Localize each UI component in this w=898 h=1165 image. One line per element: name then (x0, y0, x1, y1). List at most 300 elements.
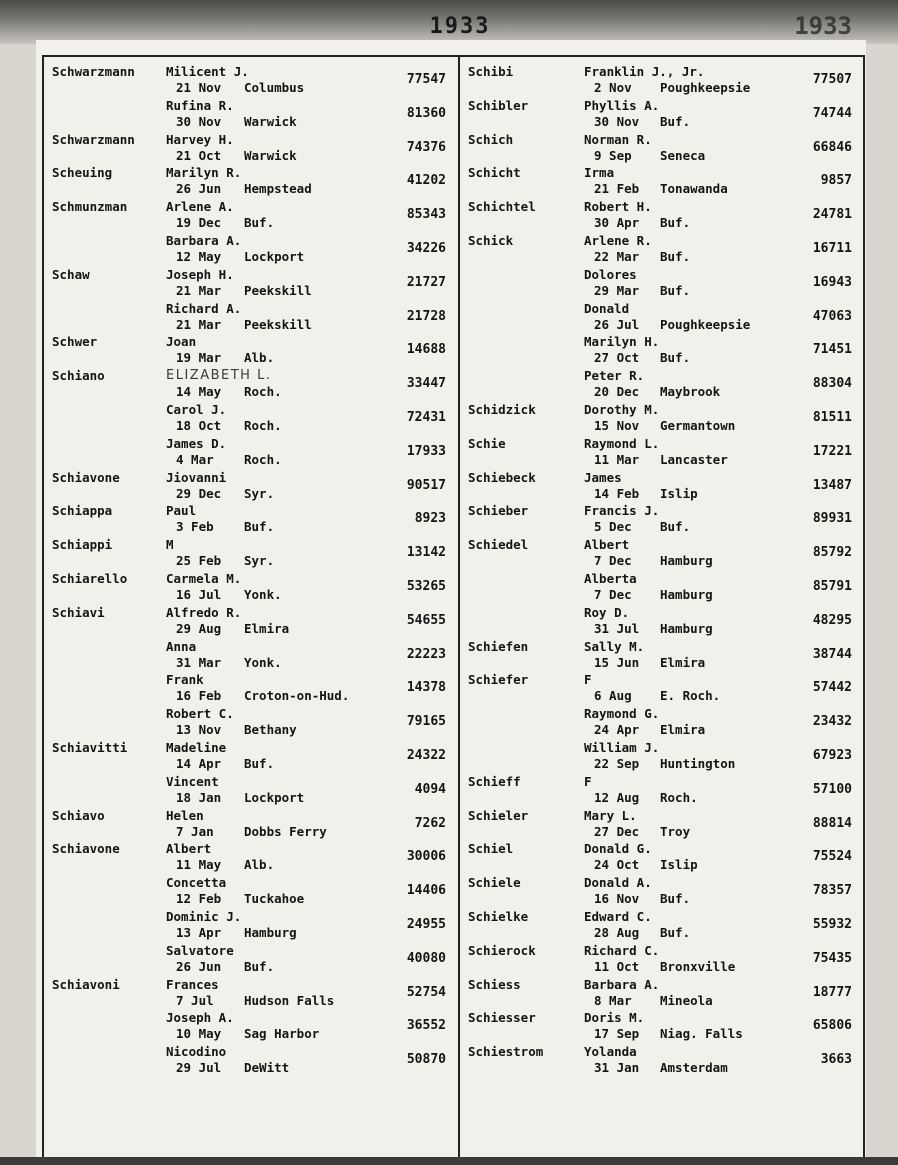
birth-date-text: 25 Feb (176, 553, 222, 569)
index-entry (464, 1042, 858, 1076)
surname-text: Schibler (468, 97, 529, 113)
given-name-text: Madeline (166, 739, 227, 755)
certificate-number: 14406 (406, 883, 446, 899)
given-name-text: Rufina R. (166, 97, 234, 113)
index-entry (48, 366, 452, 400)
index-entry (464, 400, 858, 434)
index-entry (464, 569, 858, 603)
certificate-number: 81511 (812, 409, 852, 425)
index-entry (464, 1008, 858, 1042)
birth-place-text: Roch. (244, 451, 282, 467)
given-name-text: Jiovanni (166, 469, 227, 485)
index-entry (48, 535, 452, 569)
birth-date-text: 13 Nov (176, 722, 222, 738)
certificate-number: 22223 (406, 646, 446, 662)
given-name-text: Milicent J. (166, 64, 249, 79)
birth-date-text: 21 Feb (594, 181, 640, 197)
certificate-number: 18777 (812, 984, 852, 1000)
birth-place-text: Yonk. (244, 586, 282, 602)
birth-date-text: 7 Jan (176, 823, 214, 839)
birth-date-text: 14 Feb (594, 485, 640, 501)
birth-date-text: 14 Apr (176, 755, 222, 771)
given-name-text: Robert H. (584, 199, 652, 215)
certificate-number: 74376 (406, 139, 446, 155)
certificate-number: 81360 (406, 105, 446, 121)
index-entry (48, 332, 452, 366)
birth-date-text: 21 Nov (176, 80, 222, 95)
birth-date-text: 27 Oct (594, 350, 640, 366)
birth-date-text: 11 Oct (594, 958, 640, 974)
index-entry (464, 332, 858, 366)
birth-date-text: 11 Mar (594, 451, 640, 467)
given-name-text: Carmela M. (166, 570, 242, 586)
given-name-text: Yolanda (584, 1044, 637, 1060)
birth-date-text: 29 Dec (176, 485, 222, 501)
certificate-number: 75524 (812, 849, 852, 865)
birth-date-text: 29 Jul (176, 1060, 222, 1076)
birth-place-text: Buf. (244, 958, 275, 974)
birth-place-text: Hamburg (660, 553, 713, 569)
index-entry (48, 603, 452, 637)
birth-date-text: 29 Aug (176, 620, 222, 636)
certificate-number: 74744 (812, 105, 852, 121)
given-name-text: Sally M. (584, 638, 645, 654)
certificate-number: 21727 (406, 274, 446, 290)
certificate-number: 38744 (812, 646, 852, 662)
birth-date-text: 10 May (176, 1026, 222, 1042)
certificate-number: 57100 (812, 781, 852, 797)
certificate-number: 90517 (406, 477, 446, 493)
birth-date-text: 4 Mar (176, 451, 214, 467)
index-entry (48, 96, 452, 130)
certificate-number: 53265 (406, 578, 446, 594)
index-entry (48, 434, 452, 468)
birth-date-text: 12 Feb (176, 891, 222, 907)
surname-text: Schiestrom (468, 1044, 544, 1060)
birth-place-text: Buf. (660, 924, 691, 940)
birth-date-text: 26 Jun (176, 181, 222, 197)
certificate-number: 21728 (406, 308, 446, 324)
certificate-number: 9857 (820, 173, 852, 189)
index-entry (48, 299, 452, 333)
birth-place-text: Yonk. (244, 654, 282, 670)
surname-text: Schiel (468, 841, 514, 857)
index-entry (464, 603, 858, 637)
index-entry (464, 130, 858, 164)
certificate-number: 79165 (406, 714, 446, 730)
surname-text: Schick (468, 232, 514, 248)
surname-text: Schiess (468, 976, 521, 992)
given-name-text: Edward C. (584, 908, 652, 924)
given-name-text: Donald (584, 300, 630, 316)
index-entry (464, 163, 858, 197)
index-entry (48, 501, 452, 535)
index-entry (48, 163, 452, 197)
birth-date-text: 22 Sep (594, 755, 640, 771)
given-name-text: Raymond G. (584, 706, 660, 722)
index-entry (464, 873, 858, 907)
certificate-number: 77507 (812, 72, 852, 87)
surname-text: Schwarzmann (52, 131, 135, 147)
birth-date-text: 30 Nov (176, 113, 222, 129)
certificate-number: 85791 (812, 578, 852, 594)
birth-place-text: Lockport (244, 248, 305, 264)
given-name-text: Donald A. (584, 875, 652, 891)
birth-place-text: Lockport (244, 789, 305, 805)
birth-place-text: Buf. (660, 282, 691, 298)
birth-place-text: Hempstead (244, 181, 312, 197)
birth-place-text: Huntington (660, 755, 736, 771)
birth-place-text: Syr. (244, 553, 275, 569)
index-entry (48, 62, 452, 96)
surname-text: Schieler (468, 807, 529, 823)
given-name-text: Peter R. (584, 368, 645, 384)
given-name-text: Concetta (166, 875, 227, 891)
index-entry (48, 1042, 452, 1076)
surname-text: Schiavone (52, 841, 120, 857)
birth-place-text: Buf. (244, 755, 275, 771)
birth-date-text: 21 Mar (176, 282, 222, 298)
surname-text: Schiesser (468, 1010, 536, 1026)
birth-date-text: 17 Sep (594, 1026, 640, 1042)
birth-date-text: 24 Apr (594, 722, 640, 738)
surname-text: Schibi (468, 64, 514, 79)
given-name-text: Dominic J. (166, 908, 242, 924)
birth-place-text: Lancaster (660, 451, 728, 467)
given-name-text: Albert (166, 841, 212, 857)
certificate-number: 17221 (812, 443, 852, 459)
given-name-text: Joseph H. (166, 266, 234, 282)
surname-text: Schiavoni (52, 976, 120, 992)
surname-text: Schwer (52, 334, 98, 350)
birth-date-text: 2 Nov (594, 80, 632, 95)
birth-date-text: 3 Feb (176, 519, 214, 535)
given-name-text: F (584, 773, 592, 789)
birth-date-text: 21 Mar (176, 316, 222, 332)
birth-date-text: 8 Mar (594, 992, 632, 1008)
certificate-number: 24781 (812, 207, 852, 223)
given-name-text: Doris M. (584, 1010, 645, 1026)
surname-text: Schiarello (52, 570, 128, 586)
certificate-number: 33447 (406, 376, 446, 392)
birth-place-text: Dobbs Ferry (244, 823, 327, 839)
surname-text: Schiappi (52, 537, 113, 553)
index-entry (48, 569, 452, 603)
birth-date-text: 24 Oct (594, 857, 640, 873)
certificate-number: 88814 (812, 815, 852, 831)
index-entry (464, 265, 858, 299)
certificate-number: 48295 (812, 612, 852, 628)
index-entry (48, 941, 452, 975)
birth-place-text: Buf. (244, 215, 275, 231)
birth-place-text: Roch. (244, 417, 282, 433)
certificate-number: 57442 (812, 680, 852, 696)
surname-text: Schielke (468, 908, 529, 924)
given-name-text: Robert C. (166, 706, 234, 722)
birth-place-text: Buf. (660, 215, 691, 231)
given-name-text: Mary L. (584, 807, 637, 823)
certificate-number: 34226 (406, 240, 446, 256)
certificate-number: 24955 (406, 916, 446, 932)
surname-text: Schiele (468, 875, 521, 891)
birth-date-text: 7 Jul (176, 992, 214, 1008)
given-name-text: Arlene A. (166, 199, 234, 215)
surname-text: Schiavi (52, 604, 105, 620)
given-name-text: Albert (584, 537, 630, 553)
index-entry (464, 535, 858, 569)
given-name-text: Harvey H. (166, 131, 234, 147)
certificate-number: 24322 (406, 747, 446, 763)
birth-date-text: 7 Dec (594, 553, 632, 569)
index-entry (48, 907, 452, 941)
birth-date-text: 12 May (176, 248, 222, 264)
index-entry (464, 670, 858, 704)
given-name-text: Marilyn R. (166, 165, 242, 181)
given-name-text: Phyllis A. (584, 97, 660, 113)
index-entry (48, 975, 452, 1009)
index-entry (48, 130, 452, 164)
birth-place-text: Syr. (244, 485, 275, 501)
given-name-text: Dorothy M. (584, 401, 660, 417)
birth-date-text: 16 Jul (176, 586, 222, 602)
surname-text: Schicht (468, 165, 521, 181)
page-year-corner: 1933 (794, 12, 852, 40)
index-entry (464, 366, 858, 400)
certificate-number: 13142 (406, 545, 446, 561)
birth-place-text: Buf. (244, 519, 275, 535)
birth-place-text: Warwick (244, 147, 297, 163)
given-name-text: Alberta (584, 570, 637, 586)
index-entry (48, 704, 452, 738)
frame-top-rule (42, 55, 864, 57)
birth-date-text: 20 Dec (594, 384, 640, 400)
index-entry (48, 197, 452, 231)
index-entry (48, 231, 452, 265)
birth-date-text: 31 Jan (594, 1060, 640, 1076)
given-name-text: Raymond L. (584, 435, 660, 451)
certificate-number: 23432 (812, 714, 852, 730)
birth-place-text: Buf. (660, 248, 691, 264)
index-entry (464, 738, 858, 772)
given-name-text: Francis J. (584, 503, 660, 519)
birth-place-text: Sag Harbor (244, 1026, 320, 1042)
certificate-number: 16943 (812, 274, 852, 290)
certificate-number: 52754 (406, 984, 446, 1000)
birth-date-text: 5 Dec (594, 519, 632, 535)
index-entry (48, 400, 452, 434)
index-entry (48, 772, 452, 806)
index-entry (464, 197, 858, 231)
birth-place-text: Columbus (244, 80, 305, 95)
given-name-text: M (166, 537, 174, 553)
birth-place-text: Elmira (660, 654, 706, 670)
birth-date-text: 18 Jan (176, 789, 222, 805)
birth-place-text: Warwick (244, 113, 297, 129)
surname-text: Schiefer (468, 672, 529, 688)
surname-text: Schiedel (468, 537, 529, 553)
certificate-number: 78357 (812, 883, 852, 899)
certificate-number: 85792 (812, 545, 852, 561)
certificate-number: 71451 (812, 342, 852, 358)
birth-place-text: Buf. (660, 350, 691, 366)
given-name-text: Joseph A. (166, 1010, 234, 1026)
certificate-number: 50870 (406, 1052, 446, 1068)
birth-date-text: 19 Mar (176, 350, 222, 366)
birth-place-text: Hamburg (244, 924, 297, 940)
birth-date-text: 26 Jun (176, 958, 222, 974)
index-entry (48, 806, 452, 840)
given-name-text: Frances (166, 976, 219, 992)
certificate-number: 54655 (406, 612, 446, 628)
birth-place-text: Islip (660, 485, 698, 501)
index-entry (464, 975, 858, 1009)
birth-date-text: 31 Jul (594, 620, 640, 636)
index-entry (48, 468, 452, 502)
birth-place-text: Hamburg (660, 620, 713, 636)
index-entry (48, 265, 452, 299)
given-name-text: Nicodino (166, 1044, 227, 1060)
index-entry (48, 873, 452, 907)
index-entry (48, 670, 452, 704)
birth-date-text: 15 Nov (594, 417, 640, 433)
given-name-text: Barbara A. (584, 976, 660, 992)
birth-place-text: Elmira (660, 722, 706, 738)
given-name-text: Norman R. (584, 131, 652, 147)
given-name-text: Franklin J., Jr. (584, 64, 705, 79)
birth-date-text: 29 Mar (594, 282, 640, 298)
given-name-text: Richard A. (166, 300, 242, 316)
birth-place-text: Tonawanda (660, 181, 728, 197)
given-name-text: Anna (166, 638, 197, 654)
birth-date-text: 22 Mar (594, 248, 640, 264)
given-name-text: Salvatore (166, 942, 234, 958)
birth-place-text: Alb. (244, 350, 275, 366)
surname-text: Schiappa (52, 503, 113, 519)
birth-place-text: Elmira (244, 620, 290, 636)
given-name-text: Richard C. (584, 942, 660, 958)
given-name-text: Dolores (584, 266, 637, 282)
birth-place-text: Bethany (244, 722, 297, 738)
given-name-text: James D. (166, 435, 227, 451)
given-name-text: Barbara A. (166, 232, 242, 248)
birth-place-text: DeWitt (244, 1060, 290, 1076)
birth-date-text: 21 Oct (176, 147, 222, 163)
right-column (464, 62, 858, 1076)
given-name-text: Paul (166, 503, 197, 519)
given-name-text: Marilyn H. (584, 334, 660, 350)
birth-date-text: 30 Apr (594, 215, 640, 231)
certificate-number: 47063 (812, 308, 852, 324)
birth-date-text: 26 Jul (594, 316, 640, 332)
birth-place-text: Maybrook (660, 384, 721, 400)
index-entry (464, 62, 858, 96)
birth-place-text: Poughkeepsie (660, 316, 751, 332)
birth-date-text: 9 Sep (594, 147, 632, 163)
surname-text: Scheuing (52, 165, 113, 181)
surname-text: Schiebeck (468, 469, 536, 485)
birth-date-text: 27 Dec (594, 823, 640, 839)
birth-place-text: Buf. (660, 891, 691, 907)
birth-place-text: Islip (660, 857, 698, 873)
birth-date-text: 16 Feb (176, 688, 222, 704)
index-entry (464, 501, 858, 535)
index-entry (464, 806, 858, 840)
surname-text: Schiavone (52, 469, 120, 485)
certificate-number: 72431 (406, 409, 446, 425)
index-entry (464, 299, 858, 333)
birth-place-text: Roch. (660, 789, 698, 805)
birth-place-text: Amsterdam (660, 1060, 728, 1076)
given-name-text: Irma (584, 165, 615, 181)
certificate-number: 30006 (406, 849, 446, 865)
birth-place-text: Poughkeepsie (660, 80, 751, 95)
birth-date-text: 30 Nov (594, 113, 640, 129)
frame-left-rule (42, 55, 44, 1160)
surname-text: Schieff (468, 773, 521, 789)
certificate-number: 75435 (812, 950, 852, 966)
index-entry (464, 941, 858, 975)
certificate-number: 16711 (812, 240, 852, 256)
given-name-text: Arlene R. (584, 232, 652, 248)
index-entry (464, 704, 858, 738)
scan-bottom-edge (0, 1157, 898, 1165)
certificate-number: 14688 (406, 342, 446, 358)
birth-date-text: 15 Jun (594, 654, 640, 670)
certificate-number: 8923 (414, 511, 446, 527)
surname-text: Schiavitti (52, 739, 128, 755)
certificate-number: 66846 (812, 139, 852, 155)
birth-date-text: 31 Mar (176, 654, 222, 670)
left-column (48, 62, 452, 1076)
surname-text: Schidzick (468, 401, 536, 417)
certificate-number: 3663 (820, 1052, 852, 1068)
given-name-text: Donald G. (584, 841, 652, 857)
birth-date-text: 16 Nov (594, 891, 640, 907)
birth-date-text: 11 May (176, 857, 222, 873)
index-entry (48, 839, 452, 873)
index-entry (464, 96, 858, 130)
frame-right-rule (863, 55, 865, 1160)
given-name-text: William J. (584, 739, 660, 755)
certificate-number: 77547 (406, 72, 446, 87)
index-entry (48, 738, 452, 772)
given-name-text: Joan (166, 334, 197, 350)
birth-date-text: 28 Aug (594, 924, 640, 940)
birth-place-text: Croton-on-Hud. (244, 688, 350, 704)
index-entry (48, 1008, 452, 1042)
index-entry (464, 637, 858, 671)
certificate-number: 40080 (406, 950, 446, 966)
birth-place-text: Peekskill (244, 282, 312, 298)
birth-place-text: Niag. Falls (660, 1026, 743, 1042)
surname-text: Schich (468, 131, 514, 147)
certificate-number: 41202 (406, 173, 446, 189)
birth-place-text: Seneca (660, 147, 706, 163)
certificate-number: 55932 (812, 916, 852, 932)
certificate-number: 67923 (812, 747, 852, 763)
index-entry (464, 839, 858, 873)
index-entry (464, 231, 858, 265)
surname-text: Schwarzmann (52, 64, 135, 79)
certificate-number: 65806 (812, 1018, 852, 1034)
surname-text: Schieber (468, 503, 529, 519)
birth-date-text: 6 Aug (594, 688, 632, 704)
index-entry (48, 637, 452, 671)
birth-place-text: Tuckahoe (244, 891, 305, 907)
birth-date-text: 13 Apr (176, 924, 222, 940)
given-name-text: Carol J. (166, 401, 227, 417)
given-name-text: F (584, 672, 592, 688)
